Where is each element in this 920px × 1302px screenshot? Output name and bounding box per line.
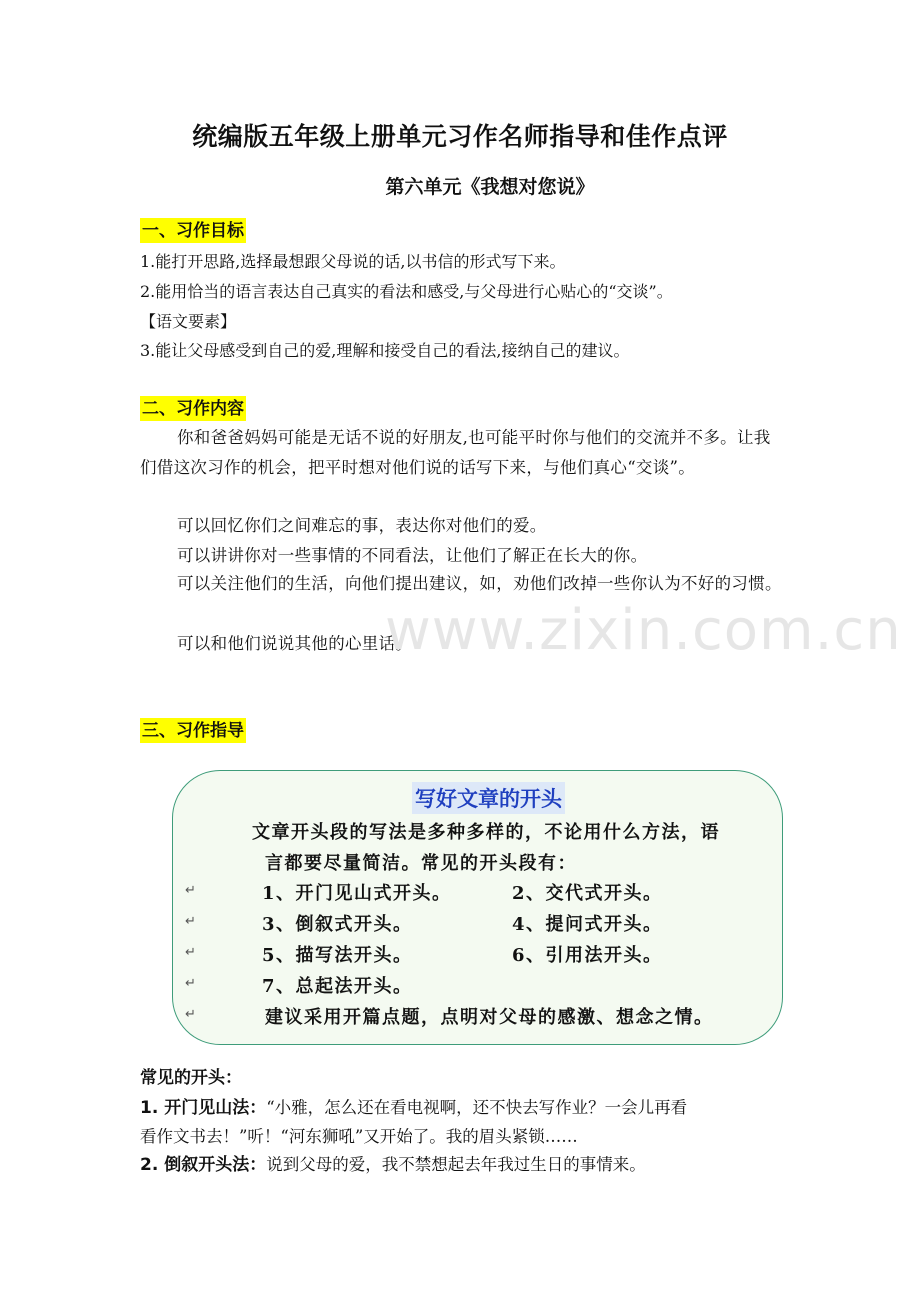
example-1 — [140, 1098, 687, 1118]
section-heading-content: 二、习作内容 — [140, 396, 246, 421]
guidance-intro-line-1: 文章开头段的写法是多种多样的，不论用什么方法，语 — [252, 822, 720, 843]
paragraph-mark-icon: ↵ — [185, 1007, 196, 1022]
content-paragraph-4: 可以关注他们的生活，向他们提出建议，如，劝他们改掉一些你认为不好的习惯。 — [177, 574, 782, 593]
content-paragraph-3: 可以讲讲你对一些事情的不同看法，让他们了解正在长大的你。 — [177, 546, 648, 565]
method-1: 1、开门见山式开头。 — [262, 883, 452, 904]
watermark: www.zixin.com.cn — [385, 598, 902, 663]
document-subtitle: 第六单元《我想对您说》 — [385, 176, 595, 198]
paragraph-mark-icon: ↵ — [185, 914, 196, 929]
paragraph-mark-icon: ↵ — [185, 976, 196, 991]
method-4: 4、提问式开头。 — [512, 914, 663, 935]
content-paragraph-5: 可以和他们说说其他的心里话。 — [177, 634, 413, 653]
method-3: 3、倒叙式开头。 — [262, 914, 413, 935]
method-2: 2、交代式开头。 — [512, 883, 663, 904]
example-1-continued: 看作文书去！”听！“河东狮吼”又开始了。我的眉头紧锁…… — [140, 1127, 578, 1146]
language-element-label: 【语文要素】 — [140, 312, 237, 331]
example-2-label: 2. 倒叙开头法： — [140, 1155, 267, 1175]
method-7: 7、总起法开头。 — [262, 976, 413, 997]
section-heading-goals: 一、习作目标 — [140, 218, 246, 243]
section-heading-guidance: 三、习作指导 — [140, 718, 246, 743]
example-1-label: 1. 开门见山法： — [140, 1098, 267, 1118]
paragraph-mark-icon: ↵ — [185, 945, 196, 960]
content-paragraph-1: 你和爸爸妈妈可能是无话不说的好朋友,也可能平时你与他们的交流并不多。让我们借这次习作的机会，把平时想对他们说的话写下来，与他们真心“交谈”。 — [140, 428, 771, 477]
method-6: 6、引用法开头。 — [512, 945, 663, 966]
goal-item-2: 2.能用恰当的语言表达自己真实的看法和感受,与父母进行心贴心的“交谈”。 — [140, 282, 673, 301]
guidance-advice: 建议采用开篇点题，点明对父母的感激、想念之情。 — [265, 1007, 714, 1028]
paragraph-mark-icon: ↵ — [185, 883, 196, 898]
example-2 — [140, 1155, 646, 1175]
method-5: 5、描写法开头。 — [262, 945, 413, 966]
example-1-text: “小雅，怎么还在看电视啊，还不快去写作业？一会儿再看 — [266, 1098, 688, 1117]
guidance-intro-line-2: 言都要尽量简洁。常见的开头段有： — [265, 853, 577, 874]
guidance-box-title: 写好文章的开头 — [412, 782, 565, 814]
examples-heading: 常见的开头： — [140, 1068, 242, 1088]
content-paragraph-2: 可以回忆你们之间难忘的事，表达你对他们的爱。 — [177, 516, 547, 535]
document-title: 统编版五年级上册单元习作名师指导和佳作点评 — [192, 122, 728, 151]
goal-item-1: 1.能打开思路,选择最想跟父母说的话,以书信的形式写下来。 — [140, 252, 566, 271]
goal-item-3: 3.能让父母感受到自己的爱,理解和接受自己的看法,接纳自己的建议。 — [140, 341, 630, 360]
example-2-text: 说到父母的爱，我不禁想起去年我过生日的事情来。 — [266, 1155, 646, 1174]
